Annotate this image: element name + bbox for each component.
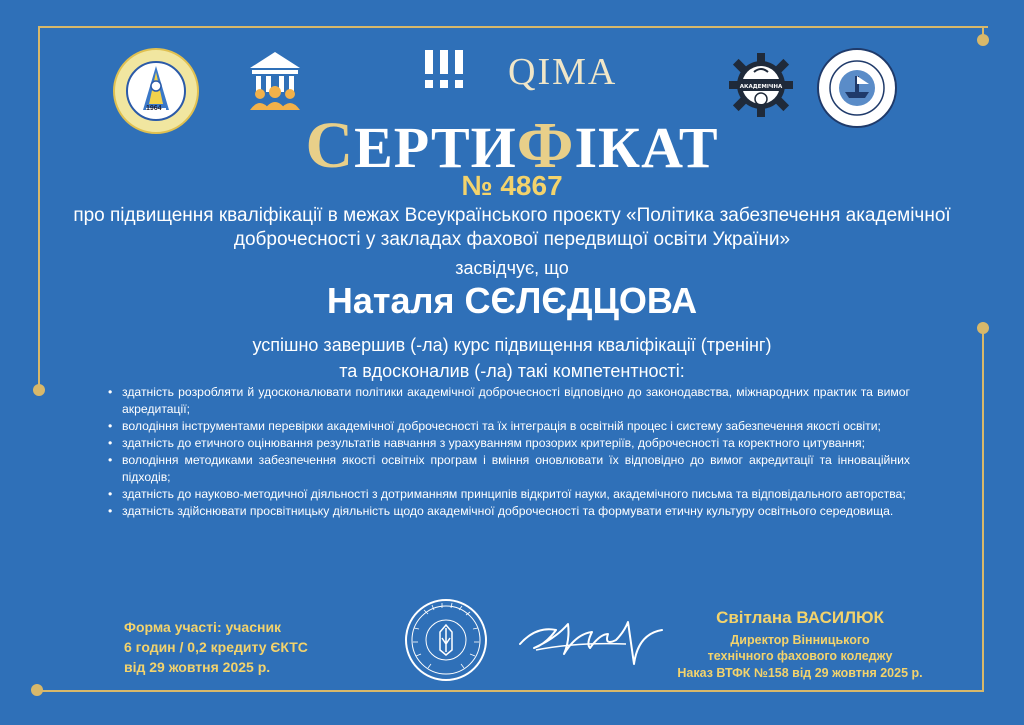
competency-item: • володіння інструментами перевірки академічної доброчесності та їх інтеграція в освітній процес і систему забезпечення якості освіти; xyxy=(108,418,910,435)
title-part-ikat: ІКАТ xyxy=(574,115,719,180)
title-letter-f: Ф xyxy=(516,109,575,182)
svg-text:АКАДЕМІЧНА: АКАДЕМІЧНА xyxy=(739,84,783,90)
signatory-order: Наказ ВТФК №158 від 29 жовтня 2025 р. xyxy=(677,666,923,680)
completed-line-1: успішно завершив (-ла) курс підвищення кваліфікації (тренінг) xyxy=(252,335,772,355)
participation-form: Форма участі: учасник xyxy=(124,619,282,635)
college-logo-year: 1964 xyxy=(146,105,162,112)
institution-people-icon xyxy=(244,50,306,110)
competency-item: • здатність розробляти й удосконалювати політики академічної доброчесності відповідно до законодавства, міжнародних практик та вимог акредитації; xyxy=(108,384,910,418)
competencies-list xyxy=(108,384,910,520)
certificate-subtitle: про підвищення кваліфікації в межах Всеукраїнського проєкту «Політика забезпечення академічної доброчесності у закладах фахової передвищої освіти України» xyxy=(73,205,951,250)
frame-dot-left xyxy=(33,384,45,396)
signatory-block xyxy=(650,608,950,680)
competency-item: • здатність до науково-методичної діяльності з дотриманням принципів відкритої науки, академічного письма та відповідального авторства; xyxy=(108,486,910,503)
signature xyxy=(516,604,664,670)
frame-top-line xyxy=(38,26,988,28)
completed-text xyxy=(0,332,1024,384)
frame-bottom-line xyxy=(36,690,984,692)
title-part-erti: ЕРТИ xyxy=(354,115,517,180)
completed-line-2: та вдосконалив (-ла) такі компетентності: xyxy=(339,361,685,381)
exclamation-mark-logo xyxy=(423,48,465,90)
frame-right-lower-line xyxy=(982,330,984,692)
title-letter-s: С xyxy=(305,109,355,182)
frame-dot-bottom-left xyxy=(31,684,43,696)
qima-logo-text: QIMA xyxy=(508,51,618,93)
official-stamp xyxy=(404,598,488,682)
recipient-name: Наталя СЄЛЄДЦОВА xyxy=(326,280,698,321)
frame-dot-top-right xyxy=(977,34,989,46)
confirms-text: засвідчує, що xyxy=(455,258,569,278)
participation-date: від 29 жовтня 2025 р. xyxy=(124,659,271,675)
competency-item: • здатність до етичного оцінювання результатів навчання з урахуванням прозорих критеріїв, доброчесності та коректного цитування; xyxy=(108,435,910,452)
signatory-role: Директор Вінницького технічного фахового коледжу xyxy=(707,633,893,663)
signatory-name: Світлана ВАСИЛЮК xyxy=(716,608,884,627)
competency-item: • володіння методиками забезпечення якості освітніх програм і вміння оновлювати їх відповідно до вимог акредитації та інноваційних підходів; xyxy=(108,452,910,486)
certificate-number: № 4867 xyxy=(461,170,563,201)
participation-info xyxy=(124,617,308,677)
participation-hours: 6 годин / 0,2 кредиту ЄКТС xyxy=(124,639,308,655)
competency-item: • здатність здійснювати просвітницьку діяльність щодо академічної доброчесності та формувати етичну культуру освітнього середовища. xyxy=(108,503,910,520)
